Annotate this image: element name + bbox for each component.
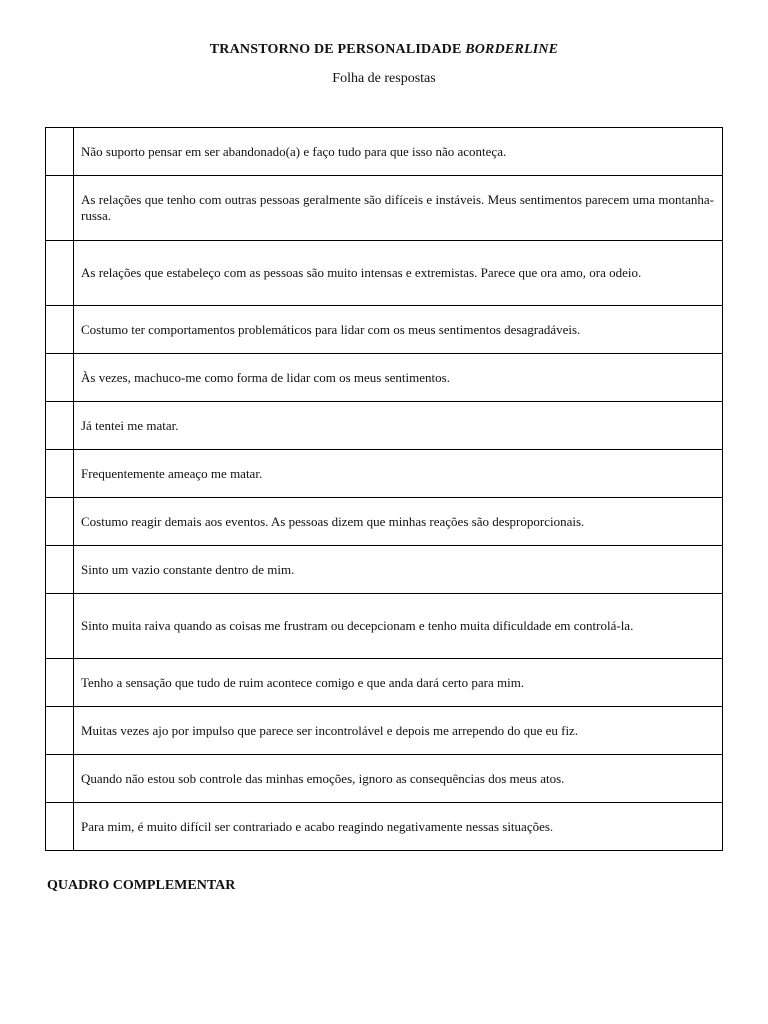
statement-text: Costumo ter comportamentos problemáticos para lidar com os meus sentimentos desagradáveis. <box>74 306 723 354</box>
statement-text: As relações que estabeleço com as pessoas são muito intensas e extremistas. Parece que ora amo, ora odeio. <box>74 241 723 306</box>
statement-text: As relações que tenho com outras pessoas geralmente são difíceis e instáveis. Meus sentimentos parecem uma montanha-russa. <box>74 176 723 241</box>
answer-checkbox-cell[interactable] <box>46 241 74 306</box>
answer-checkbox-cell[interactable] <box>46 755 74 803</box>
answer-checkbox-cell[interactable] <box>46 402 74 450</box>
title-main: TRANSTORNO DE PERSONALIDADE <box>209 42 462 57</box>
table-row <box>46 241 723 306</box>
table-row <box>46 402 723 450</box>
answer-checkbox-cell[interactable] <box>46 707 74 755</box>
answer-checkbox-cell[interactable] <box>46 306 74 354</box>
table-row <box>46 128 723 176</box>
statement-text: Não suporto pensar em ser abandonado(a) e faço tudo para que isso não aconteça. <box>74 128 723 176</box>
answer-checkbox-cell[interactable] <box>46 354 74 402</box>
table-row <box>46 176 723 241</box>
page-title <box>0 42 768 58</box>
statement-text: Costumo reagir demais aos eventos. As pessoas dizem que minhas reações são desproporcionais. <box>74 498 723 546</box>
statement-text: Muitas vezes ajo por impulso que parece ser incontrolável e depois me arrependo do que eu fiz. <box>74 707 723 755</box>
answer-checkbox-cell[interactable] <box>46 594 74 659</box>
answer-checkbox-cell[interactable] <box>46 546 74 594</box>
table-row <box>46 755 723 803</box>
table-row <box>46 306 723 354</box>
statement-text: Sinto muita raiva quando as coisas me frustram ou decepcionam e tenho muita dificuldade em controlá-la. <box>74 594 723 659</box>
answer-checkbox-cell[interactable] <box>46 450 74 498</box>
title-emphasis: BORDERLINE <box>465 42 559 57</box>
statement-text: Quando não estou sob controle das minhas emoções, ignoro as consequências dos meus atos. <box>74 755 723 803</box>
answer-checkbox-cell[interactable] <box>46 659 74 707</box>
answer-checkbox-cell[interactable] <box>46 176 74 241</box>
table-row <box>46 354 723 402</box>
table-row <box>46 803 723 851</box>
answer-checkbox-cell[interactable] <box>46 498 74 546</box>
statement-text: Tenho a sensação que tudo de ruim acontece comigo e que anda dará certo para mim. <box>74 659 723 707</box>
section-heading: QUADRO COMPLEMENTAR <box>47 878 236 893</box>
answer-checkbox-cell[interactable] <box>46 803 74 851</box>
statement-text: Para mim, é muito difícil ser contrariado e acabo reagindo negativamente nessas situações. <box>74 803 723 851</box>
answer-table <box>45 127 723 851</box>
table-row <box>46 594 723 659</box>
table-row <box>46 659 723 707</box>
table-row <box>46 498 723 546</box>
statement-text: Às vezes, machuco-me como forma de lidar com os meus sentimentos. <box>74 354 723 402</box>
table-row <box>46 450 723 498</box>
table-row <box>46 707 723 755</box>
table-row <box>46 546 723 594</box>
statement-text: Sinto um vazio constante dentro de mim. <box>74 546 723 594</box>
statement-text: Frequentemente ameaço me matar. <box>74 450 723 498</box>
page-subtitle: Folha de respostas <box>332 71 436 86</box>
answer-checkbox-cell[interactable] <box>46 128 74 176</box>
statement-text: Já tentei me matar. <box>74 402 723 450</box>
